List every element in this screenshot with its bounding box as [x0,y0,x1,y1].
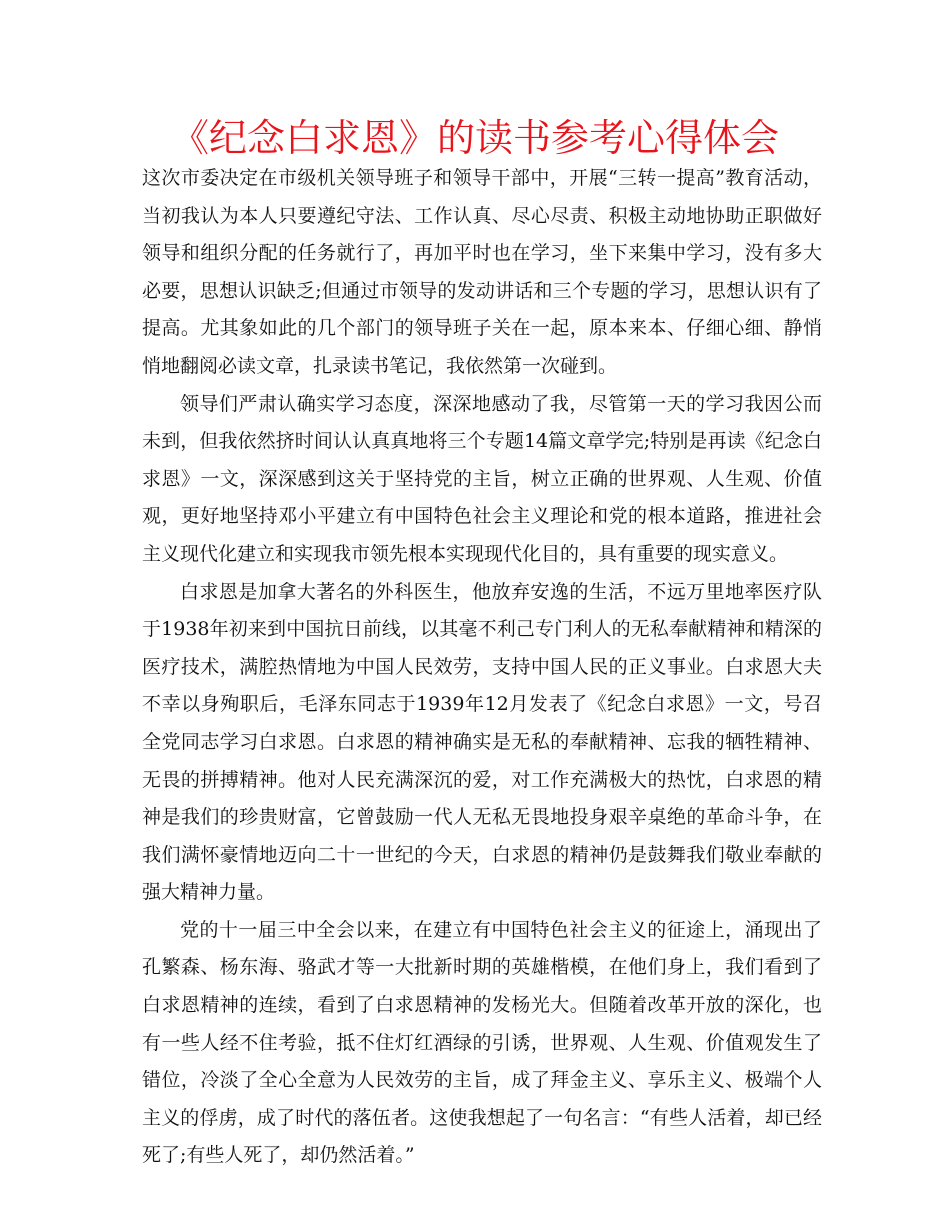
paragraph-4: 党的十一届三中全会以来，在建立有中国特色社会主义的征途上，涌现出了孔繁森、杨东海、骆武才等一大批新时期的英雄楷模，在他们身上，我们看到了白求恩精神的连续，看到了白求恩精神的发杨光大。但随着改革开放的深化，也有一些人经不住考验，抵不住灯红酒绿的引诱，世界观、人生观、价值观发生了错位，冷淡了全心全意为人民效劳的主旨，成了拜金主义、享乐主义、极端个人主义的俘虏，成了时代的落伍者。这使我想起了一句名言：“有些人活着，却已经死了;有些人死了，却仍然活着。” [142,918,822,1167]
paragraph-1: 这次市委决定在市级机关领导班子和领导干部中，开展“三转一提高”教育活动，当初我认为本人只要遵纪守法、工作认真、尽心尽责、积极主动地协助正职做好领导和组织分配的任务就行了，再加平时也在学习，坐下来集中学习，没有多大必要，思想认识缺乏;但通过市领导的发动讲话和三个专题的学习，思想认识有了提高。尤其象如此的几个部门的领导班子关在一起，原本来本、仔细心细、静悄悄地翻阅必读文章，扎录读书笔记，我依然第一次碰到。 [142,167,822,377]
paragraph-2: 领导们严肃认确实学习态度，深深地感动了我，尽管第一天的学习我因公而未到，但我依然挤时间认认真真地将三个专题14篇文章学完;特别是再读《纪念白求恩》一文，深深感到这关于坚持党的主旨，树立正确的世界观、人生观、价值观，更好地坚持邓小平建立有中国特色社会主义理论和党的根本道路，推进社会主义现代化建立和实现我市领先根本实现现代化目的，具有重要的现实意义。 [142,392,822,565]
paragraph-3: 白求恩是加拿大著名的外科医生，他放弃安逸的生活，不远万里地率医疗队于1938年初来到中国抗日前线，以其毫不利己专门利人的无私奉献精神和精深的医疗技术，满腔热情地为中国人民效劳，支持中国人民的正义事业。白求恩大夫不幸以身殉职后，毛泽东同志于1939年12月发表了《纪念白求恩》一文，号召全党同志学习白求恩。白求恩的精神确实是无私的奉献精神、忘我的牺牲精神、无畏的拼搏精神。他对人民充满深沉的爱，对工作充满极大的热忱，白求恩的精神是我们的珍贵财富，它曾鼓励一代人无私无畏地投身艰辛桌绝的革命斗争，在我们满怀豪情地迈向二十一世纪的今天，白求恩的精神仍是鼓舞我们敬业奉献的强大精神力量。 [142,580,822,904]
document-body [142,160,822,1175]
document-title: 《纪念白求恩》的读书参考心得体会 [170,116,779,160]
